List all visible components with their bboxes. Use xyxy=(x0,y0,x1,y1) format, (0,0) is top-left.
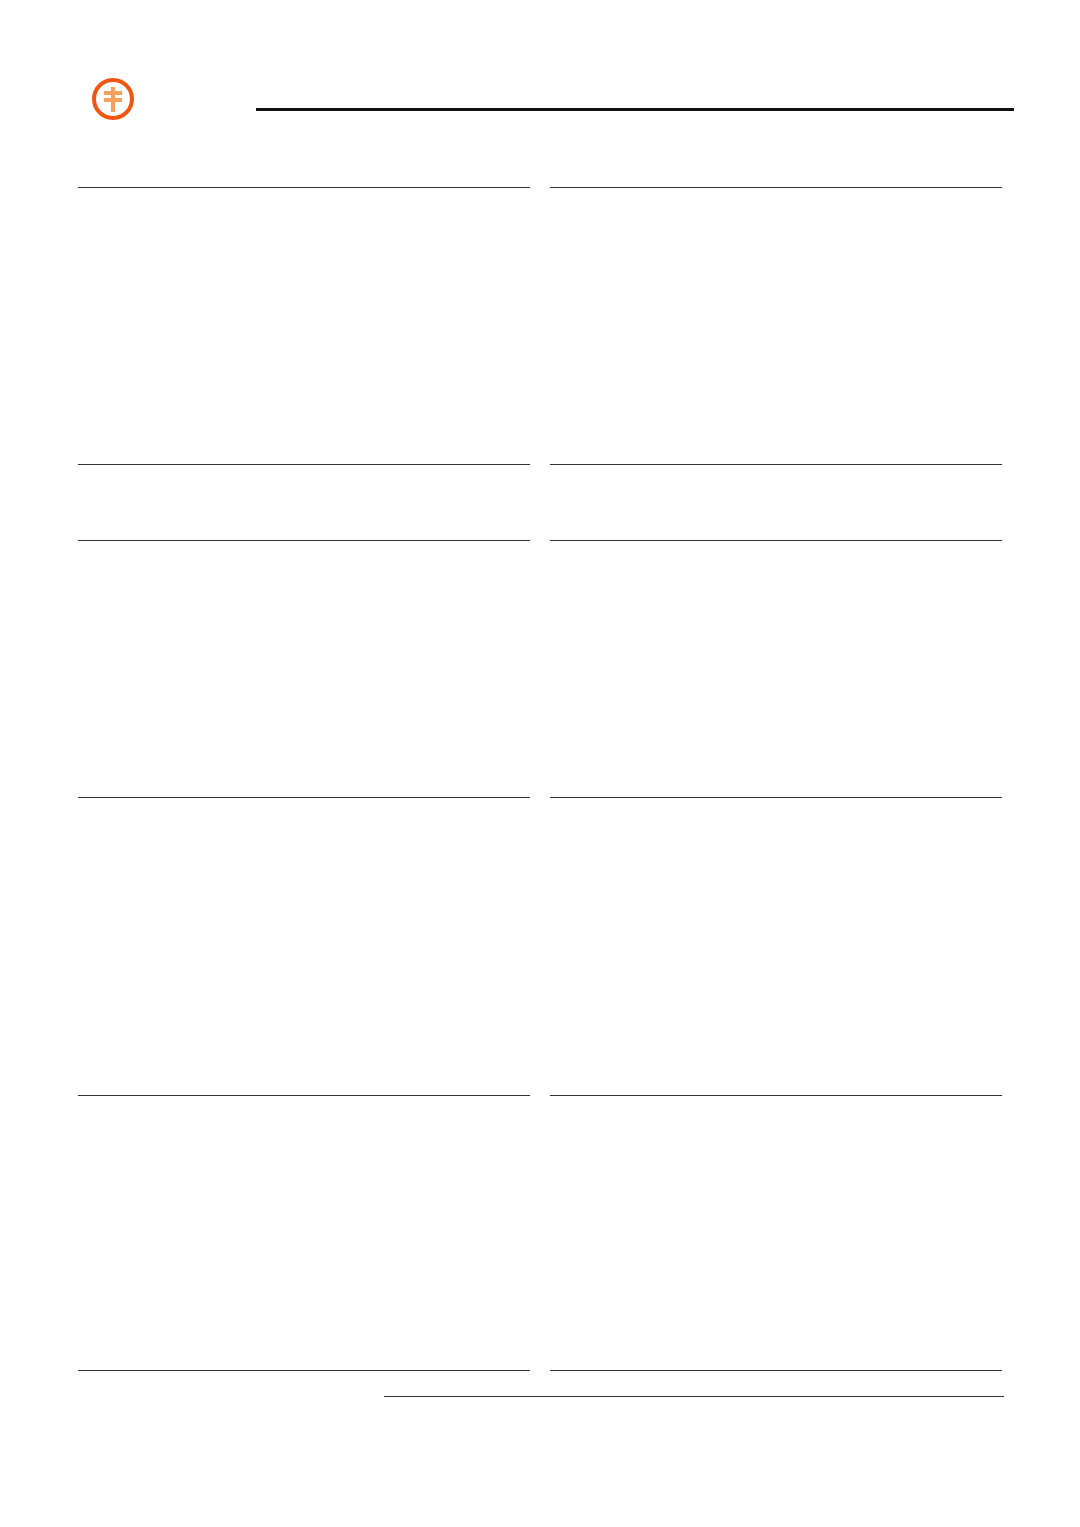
fig12-top-rule xyxy=(550,1095,1002,1096)
fig12-bottom-rule xyxy=(550,1370,1002,1371)
fig8-top-rule xyxy=(550,187,1002,188)
fig7-chart xyxy=(78,190,530,462)
analysis-paragraph xyxy=(386,846,1004,879)
fig9-chart xyxy=(78,543,530,795)
company-logo xyxy=(92,78,252,122)
fig10-chart xyxy=(550,543,1002,795)
footer-rule xyxy=(384,1396,1004,1397)
fig9-top-rule xyxy=(78,540,530,541)
fig11-top-rule xyxy=(78,1095,530,1096)
fig7-bottom-rule xyxy=(78,464,530,465)
header-rule xyxy=(256,108,1014,111)
fig12-chart xyxy=(550,1098,1002,1364)
fig7-top-rule xyxy=(78,187,530,188)
fig9-bottom-rule xyxy=(78,797,530,798)
logo-mark-icon xyxy=(92,78,134,120)
fig10-bottom-rule xyxy=(550,797,1002,798)
fig11-chart xyxy=(78,1098,530,1364)
fig8-bottom-rule xyxy=(550,464,1002,465)
fig11-bottom-rule xyxy=(78,1370,530,1371)
fig8-chart xyxy=(550,190,1002,462)
fig10-top-rule xyxy=(550,540,1002,541)
